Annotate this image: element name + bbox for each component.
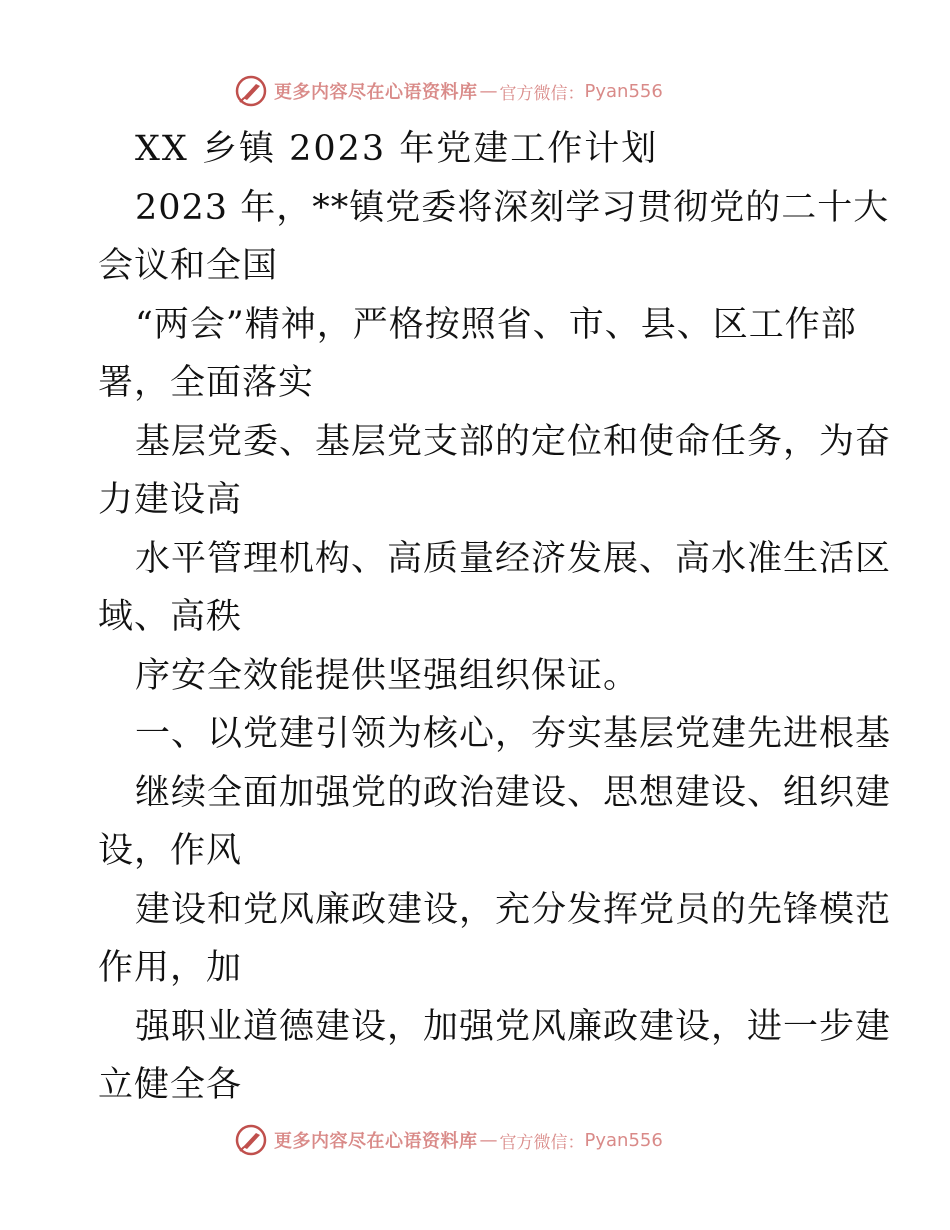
document-line: 立健全各 (98, 1065, 243, 1105)
document-line: 基层党委、基层党支部的定位和使命任务，为奋 (135, 421, 892, 462)
section-heading: 一、以党建引领为核心，夯实基层党建先进根基 (135, 714, 892, 754)
document-line: 域、高秩 (98, 597, 243, 637)
document-line: 署，全面落实 (98, 363, 315, 403)
document-line: “两会”精神，严格按照省、市、县、区工作部 (135, 304, 857, 345)
document-line: 2023 年，**镇党委将深刻学习贯彻党的二十大 (135, 187, 890, 228)
document-line: 序安全效能提供坚强组织保证。 (135, 655, 640, 696)
document-body (98, 120, 892, 1115)
watermark-site-text: 更多内容尽在心语资料库 (274, 82, 478, 103)
watermark-wechat-id: Pyan556 (584, 80, 663, 102)
watermark-wechat-id: Pyan556 (584, 1129, 663, 1151)
watermark-official-label: 官方微信： (499, 83, 585, 104)
document-line: 继续全面加强党的政治建设、思想建设、组织建 (135, 772, 892, 813)
watermark-dash: — (479, 1129, 498, 1151)
watermark-site-text: 更多内容尽在心语资料库 (274, 1131, 478, 1152)
document-line: 作用，加 (98, 948, 243, 988)
document-line: 水平管理机构、高质量经济发展、高水准生活区 (135, 538, 892, 579)
document-line: 设，作风 (98, 831, 243, 871)
watermark-official-label: 官方微信： (499, 1132, 585, 1153)
footer-watermark (234, 1122, 663, 1158)
watermark-dash: — (479, 80, 498, 102)
document-line: 力建设高 (98, 480, 243, 520)
document-line: 强职业道德建设，加强党风廉政建设，进一步建 (135, 1006, 892, 1047)
header-watermark (234, 73, 663, 109)
quill-logo-icon (234, 74, 268, 108)
quill-logo-icon (234, 1123, 268, 1157)
document-line: 建设和党风廉政建设，充分发挥党员的先锋模范 (135, 889, 892, 930)
document-line: 会议和全国 (98, 246, 279, 286)
document-title: XX 乡镇 2023 年党建工作计划 (135, 129, 659, 169)
